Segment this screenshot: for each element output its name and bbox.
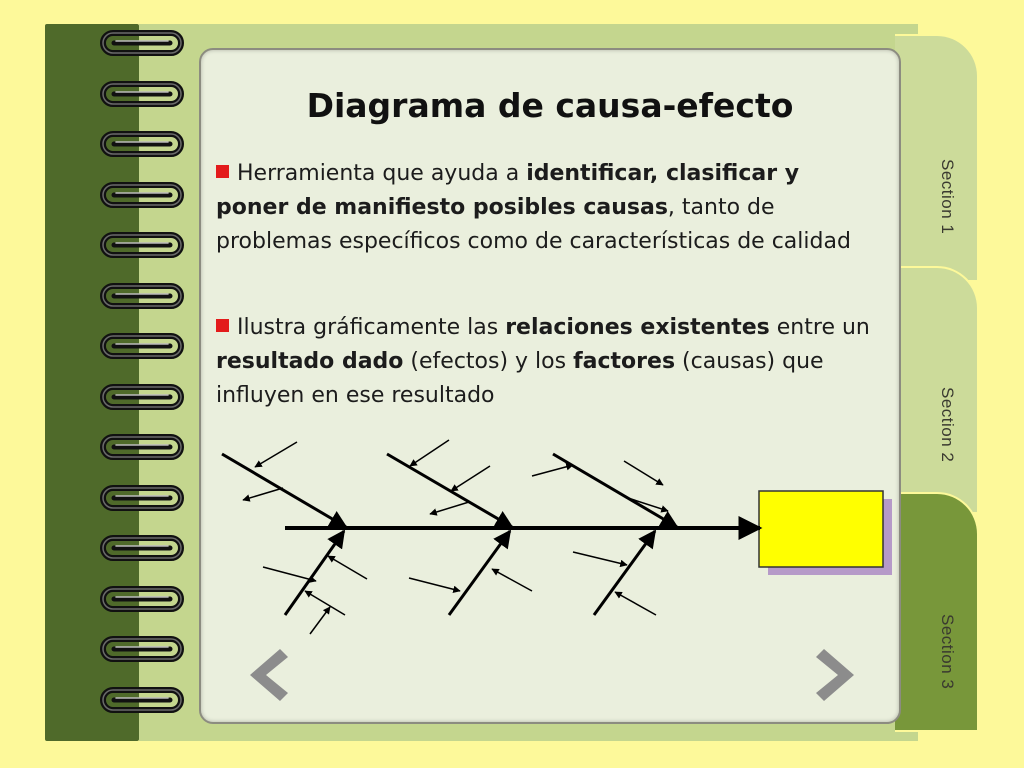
chevron-left-icon[interactable]	[236, 645, 296, 705]
binder-ring	[100, 131, 184, 157]
bullet-text: (efectos) y los	[403, 349, 574, 374]
binder-ring	[100, 485, 184, 511]
bullet-text: entre un	[769, 315, 870, 340]
tab-section-2[interactable]	[895, 266, 979, 514]
binder-ring	[100, 283, 184, 309]
tab-label: Section 3	[938, 614, 957, 690]
bullet-item	[216, 157, 876, 259]
binder-ring	[100, 30, 184, 56]
bullet-square-icon	[216, 319, 229, 332]
binder-ring	[100, 586, 184, 612]
bullet-text-bold: resultado dado	[216, 349, 404, 374]
binder-ring	[100, 182, 184, 208]
chevron-right-icon[interactable]	[808, 645, 868, 705]
bullet-text: (causas) que influyen en ese resultado	[216, 349, 824, 408]
tab-section-3[interactable]	[895, 492, 979, 732]
binder-ring	[100, 232, 184, 258]
tab-label: Section 1	[938, 159, 957, 235]
tab-section-1[interactable]	[895, 34, 979, 282]
bullet-text-bold: identificar, clasificar y poner de manifiesto posibles causas	[216, 161, 800, 220]
binder-ring	[100, 687, 184, 713]
binder-ring	[100, 384, 184, 410]
bullet-text-bold: factores	[573, 349, 676, 374]
bullet-square-icon	[216, 165, 229, 178]
binder-ring	[100, 81, 184, 107]
binder-ring	[100, 333, 184, 359]
bullet-text-bold: relaciones existentes	[505, 315, 770, 340]
bullet-text: Herramienta que ayuda a	[237, 161, 527, 186]
binder-ring	[100, 434, 184, 460]
bullet-text: Ilustra gráficamente las	[237, 315, 506, 340]
bullet-text: , tanto de problemas específicos como de características de calidad	[216, 195, 851, 254]
binder-ring	[100, 636, 184, 662]
tab-label: Section 2	[938, 387, 957, 463]
slide-title: Diagrama de causa-efecto	[306, 86, 794, 125]
bullet-item	[216, 311, 876, 413]
binder-ring	[100, 535, 184, 561]
